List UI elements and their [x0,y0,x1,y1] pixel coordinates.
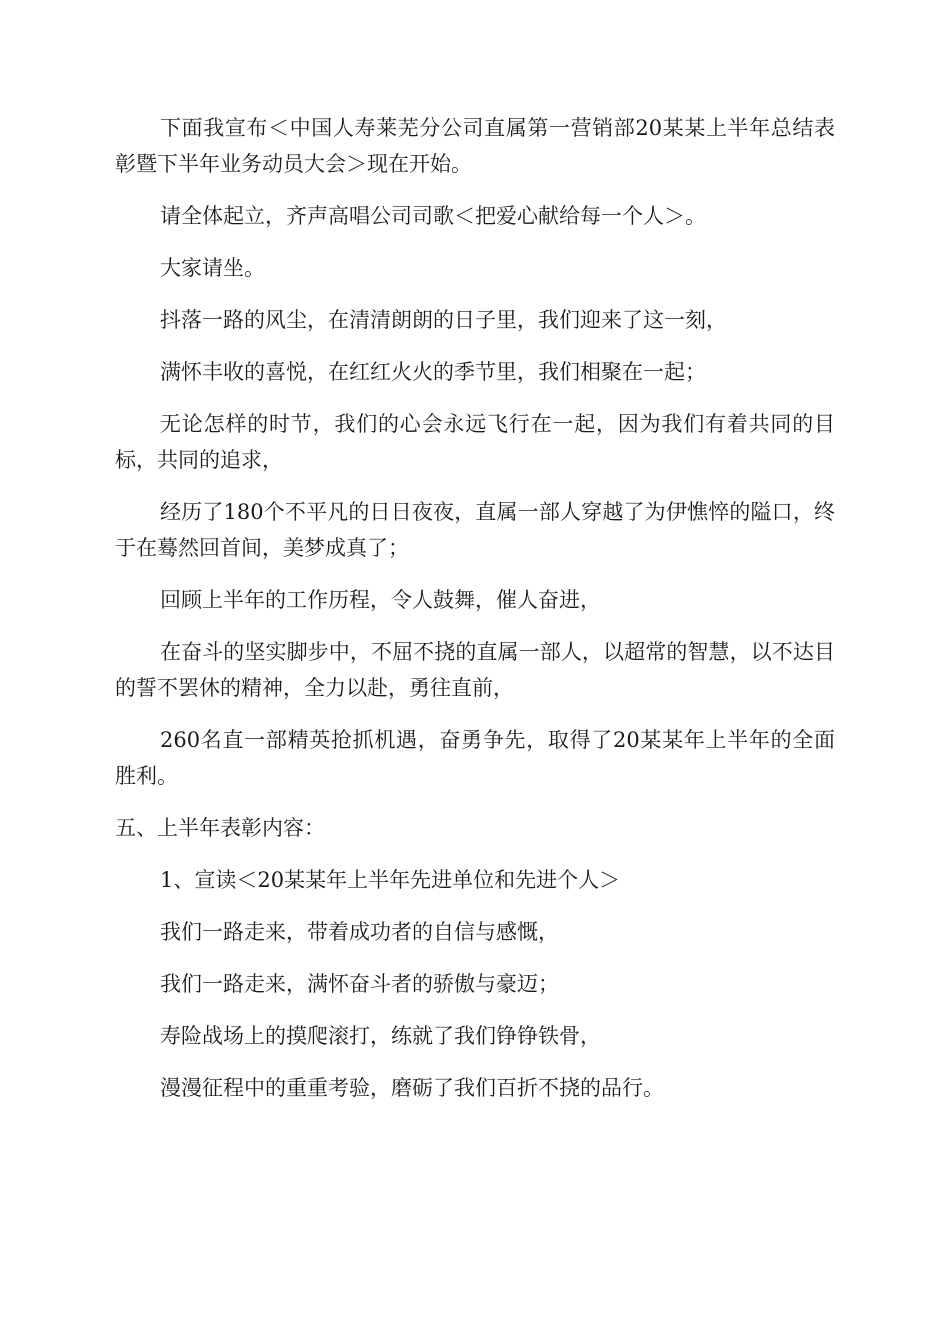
paragraph-dust-off: 抖落一路的风尘，在清清朗朗的日子里，我们迎来了这一刻， [160,308,727,332]
paragraph-long-journey: 漫漫征程中的重重考验，磨砺了我们百折不挠的品行。 [160,1076,664,1100]
section-heading-commendation: 五、上半年表彰内容： [115,816,325,840]
paragraph-please-sit: 大家请坐。 [160,256,265,280]
list-item-announce-winners: 1、宣读＜20某某年上半年先进单位和先进个人＞ [160,868,621,892]
paragraph-opening-announcement: 下面我宣布＜中国人寿莱芜分公司直属第一营销部20某某上半年总结表彰暨下半年业务动员大会＞现在开始。 [115,116,835,176]
paragraph-review-work: 回顾上半年的工作历程，令人鼓舞，催人奋进， [160,588,601,612]
document-body [115,110,835,1122]
paragraph-260-elites: 260名直一部精英抢抓机遇，奋勇争先，取得了20某某年上半年的全面胜利。 [115,728,835,788]
paragraph-common-goal: 无论怎样的时节，我们的心会永远飞行在一起，因为我们有着共同的目标，共同的追求， [115,412,835,472]
paragraph-steadfast-steps: 在奋斗的坚实脚步中，不屈不挠的直属一部人，以超常的智慧，以不达目的誓不罢休的精神，全力以赴，勇往直前， [115,640,835,700]
paragraph-180-days: 经历了180个不平凡的日日夜夜，直属一部人穿越了为伊憔悴的隘口，终于在蓦然回首间，美梦成真了； [115,500,835,560]
paragraph-confidence: 我们一路走来，带着成功者的自信与感慨， [160,920,559,944]
paragraph-battlefield: 寿险战场上的摸爬滚打，练就了我们铮铮铁骨， [160,1024,601,1048]
paragraph-harvest-joy: 满怀丰收的喜悦，在红红火火的季节里，我们相聚在一起； [160,360,706,384]
paragraph-company-song: 请全体起立，齐声高唱公司司歌＜把爱心献给每一个人＞。 [160,204,706,228]
paragraph-pride: 我们一路走来，满怀奋斗者的骄傲与豪迈； [160,972,559,996]
